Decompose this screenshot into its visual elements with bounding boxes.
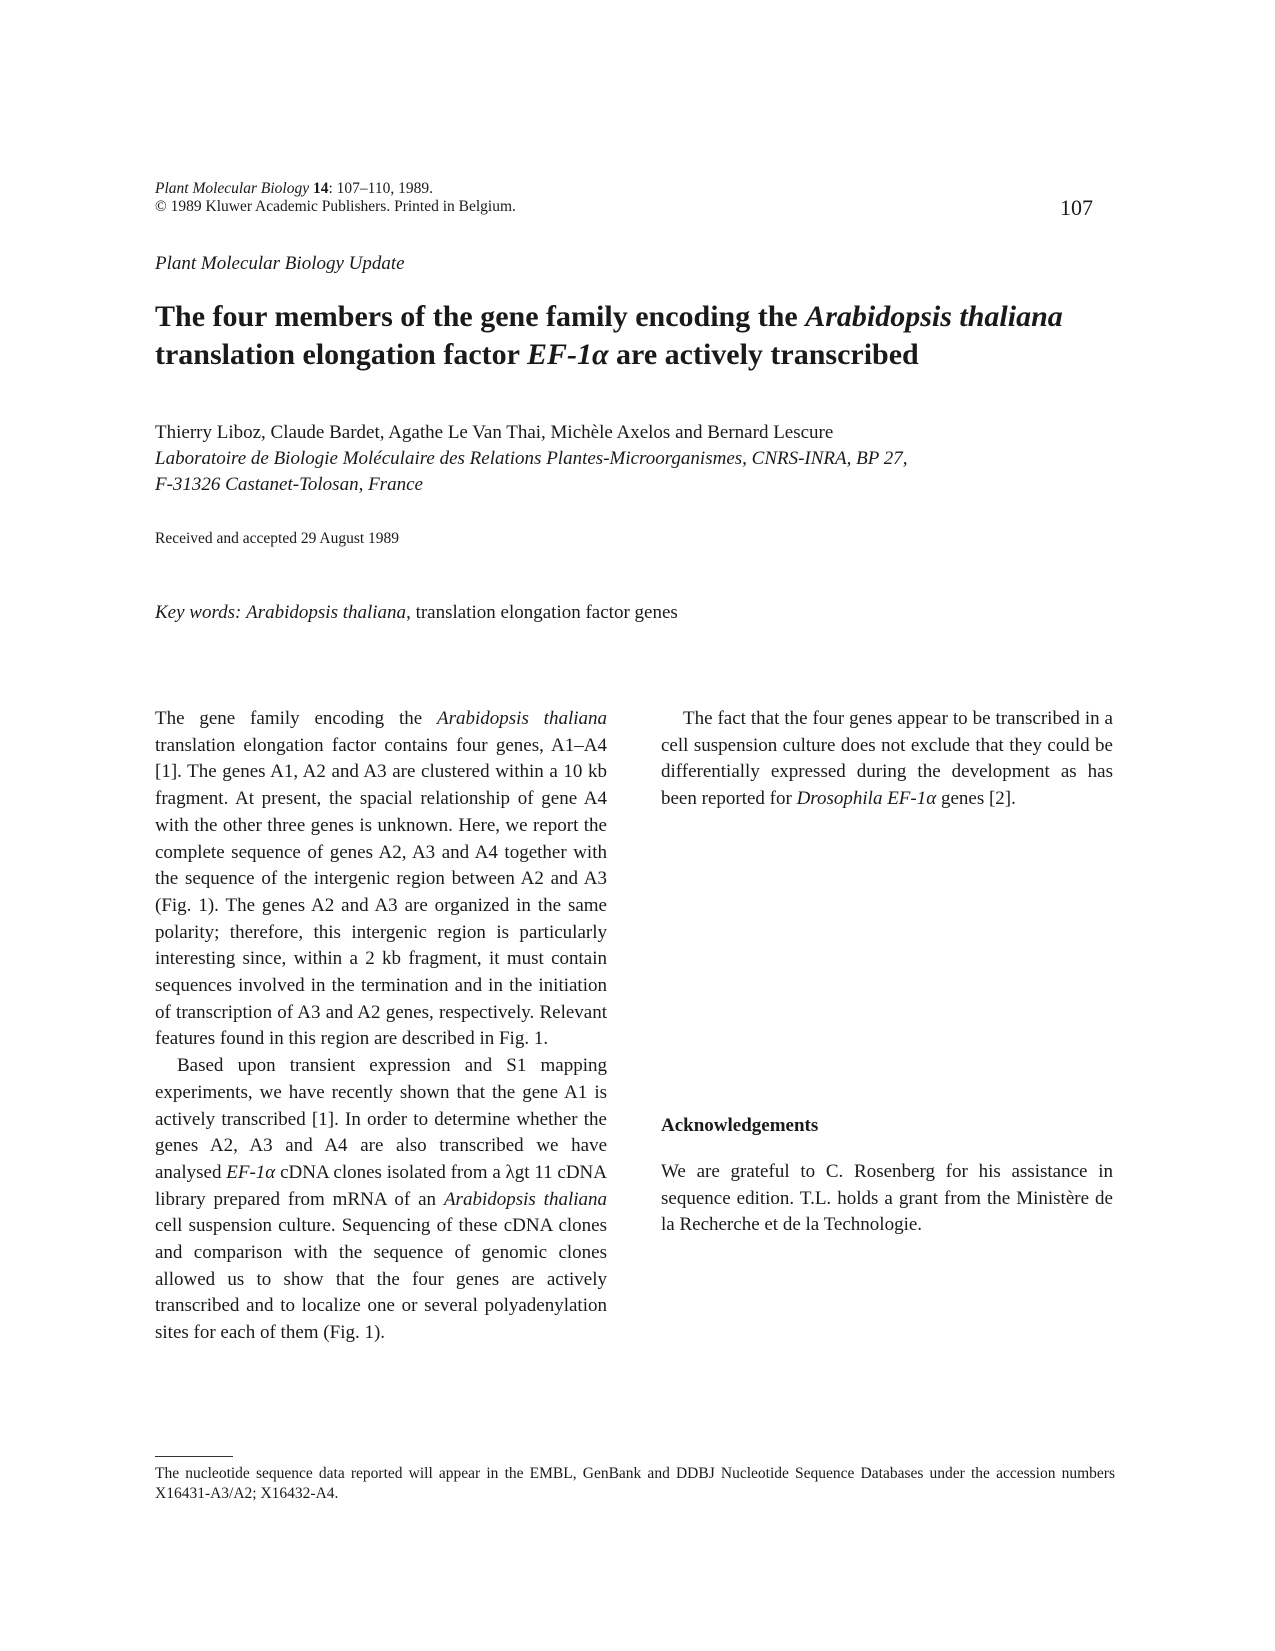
p2-text-c: cell suspension culture. Sequencing of these cDNA clones and comparison with the sequence of genomic clones allowed us to show that the four genes are actively transcribed and to localize one or several polyadenylation sites for each of them (Fig. 1). [155,1215,607,1344]
p2-text-b: cDNA clones isolated from a λgt 11 cDNA library prepared from mRNA of an [155,1161,607,1210]
p1-text-b: translation elongation factor contains four genes, A1–A4 [1]. The genes A1, A2 and A3 are clustered within a 10 kb fragment. At present, the spacial relationship of gene A4 with the other three genes is unknown. Here, we report the complete sequence of genes A2, A3 and A4 together with the sequence of the intergenic region between A2 and A3 (Fig. 1). The genes A2 and A3 are organized in the same polarity; therefore, this intergenic region is particularly interesting since, within a 2 kb fragment, it must contain sequences involved in the termination and in the initiation of transcription of A3 and A2 genes, respectively. Relevant features found in this region are described in Fig. 1. [155,734,607,1050]
keywords-label: Key words: [155,602,242,623]
title-part-3: are actively transcribed [608,338,919,371]
journal-pages: : 107–110, 1989. [328,180,433,197]
affiliation [155,446,1055,498]
title-gene: EF-1α [526,338,609,371]
keywords-species: Arabidopsis thaliana [246,602,407,623]
p3-text-b: genes [2]. [936,788,1016,810]
paragraph-1 [155,706,607,1053]
p1-text-a: The gene family encoding the [155,708,437,729]
title-species: Arabidopsis thaliana [805,300,1063,333]
paragraph-2 [155,1053,607,1347]
title-part-1: The four members of the gene family encoding the [155,300,806,333]
p2-text-a: Based upon transient expression and S1 mapping experiments, we have recently shown that the gene A1 is actively transcribed [1]. In order to determine whether the genes A2, A3 and A4 are also transcribed we have analysed [155,1055,607,1183]
article-title [155,298,1115,374]
body-column-right [661,706,1113,813]
body-column-left [155,706,607,1347]
p2-species: Arabidopsis thaliana [443,1188,608,1210]
received-date: Received and accepted 29 August 1989 [155,530,400,547]
page-number: 107 [1060,195,1093,220]
affiliation-line-1: Laboratoire de Biologie Moléculaire des Relations Plantes-Microorganismes, CNRS-INRA, BP 27, [155,448,908,469]
author-list: Thierry Liboz, Claude Bardet, Agathe Le Van Thai, Michèle Axelos and Bernard Lescure [155,422,834,443]
journal-name: Plant Molecular Biology [155,180,310,197]
acknowledgements-text: We are grateful to C. Rosenberg for his assistance in sequence edition. T.L. holds a grant from the Ministère de la Recherche et de la Technologie. [661,1161,1113,1236]
keywords-rest: , translation elongation factor genes [406,602,678,623]
footnote-rule [155,1456,233,1457]
journal-volume: 14 [312,180,329,197]
copyright-line: © 1989 Kluwer Academic Publishers. Printed in Belgium. [155,198,516,215]
section-label: Plant Molecular Biology Update [155,253,405,274]
acknowledgements-heading: Acknowledgements [661,1115,819,1136]
p3-species: Drosophila EF-1α [796,788,937,810]
title-part-2: translation elongation factor [155,338,527,371]
journal-citation [155,180,516,216]
p1-species: Arabidopsis thaliana [437,708,608,729]
p2-gene: EF-1α [226,1161,276,1183]
footnote: The nucleotide sequence data reported will appear in the EMBL, GenBank and DDBJ Nucleotide Sequence Databases under the accession numbers X16431-A3/A2; X16432-A4. [155,1465,1115,1502]
affiliation-line-2: F-31326 Castanet-Tolosan, France [155,474,423,495]
keywords [155,602,678,624]
p3-text-a: The fact that the four genes appear to be transcribed in a cell suspension culture does not exclude that they could be differentially expressed during the development as has been reported for [661,708,1113,810]
paragraph-3 [661,706,1113,813]
